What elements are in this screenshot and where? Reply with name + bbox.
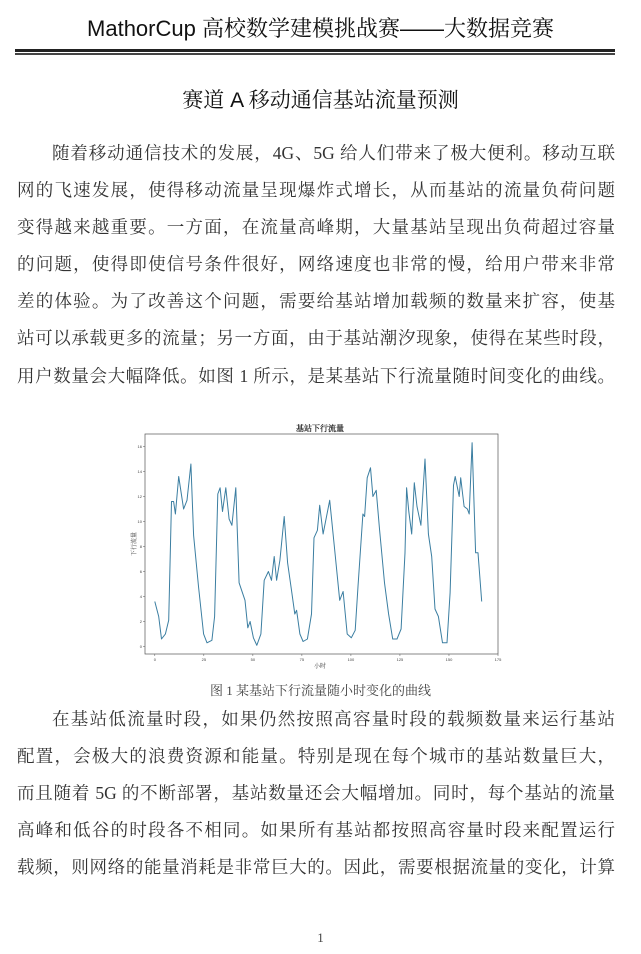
y-axis-label: 下行流量 [132,531,138,557]
x-tick-label: 25 [201,657,207,662]
y-tick-label: 6 [139,569,142,574]
y-tick-label: 10 [137,519,142,524]
y-tick-label: 4 [139,594,142,599]
text-line: 配置，会极大的浪费资源和能量。特别是现在每个城市的基站数量巨大， [17,746,615,766]
text-line: 变得越来越重要。一方面，在流量高峰期，大量基站呈现出负荷超过容量 [17,217,615,237]
y-tick-label: 14 [137,469,142,474]
text-line: 随着移动通信技术的发展，4G、5G 给人们带来了极大便利。移动互联 [52,143,615,163]
text-line: 高峰和低谷的时段各不相同。如果所有基站都按照高容量时段来配置运行 [17,820,615,840]
y-tick-label: 8 [139,544,142,549]
y-tick-label: 12 [137,494,142,499]
x-axis-label: 小时 [313,664,327,670]
page-number: 1 [317,930,324,945]
series-line [155,443,482,646]
text-line: 差的体验。为了改善这个问题，需要给基站增加载频的数量来扩容，使基 [17,291,615,311]
section-title: 赛道 A 移动通信基站流量预测 [182,89,459,112]
x-tick-label: 0 [153,657,156,662]
y-tick-label: 16 [137,444,142,449]
text-line: 而且随着 5G 的不断部署，基站数量还会大幅增加。同时，每个基站的流量 [17,783,615,803]
text-line: 用户数量会大幅降低。如图 1 所示，是某基站下行流量随时间变化的曲线。 [17,366,615,386]
plot-frame [145,434,498,654]
x-tick-label: 100 [347,657,355,662]
x-tick-label: 125 [396,657,404,662]
text-line: 载频，则网络的能量消耗是非常巨大的。因此，需要根据流量的变化，计算 [17,857,615,877]
x-tick-label: 50 [250,657,256,662]
x-tick-label: 150 [445,657,453,662]
traffic-line-chart [130,420,510,670]
figure-1-chart [130,420,510,670]
figure-caption: 图 1 某基站下行流量随小时变化的曲线 [209,683,431,698]
x-tick-label: 75 [299,657,305,662]
text-line: 的问题，使得即使信号条件很好，网络速度也非常的慢，给用户带来非常 [17,254,615,274]
text-line: 在基站低流量时段，如果仍然按照高容量时段的载频数量来运行基站 [52,709,615,729]
y-tick-label: 2 [139,619,142,624]
header-double-rule [15,49,615,55]
text-line: 站可以承载更多的流量；另一方面，由于基站潮汐现象，使得在某些时段， [17,328,615,348]
document-header-title: MathorCup 高校数学建模挑战赛——大数据竞赛 [87,16,554,41]
x-tick-label: 175 [494,657,502,662]
text-line: 网的飞速发展，使得移动流量呈现爆炸式增长，从而基站的流量负荷问题 [17,180,615,200]
chart-title: 基站下行流量 [296,424,344,433]
y-tick-label: 0 [139,644,142,649]
